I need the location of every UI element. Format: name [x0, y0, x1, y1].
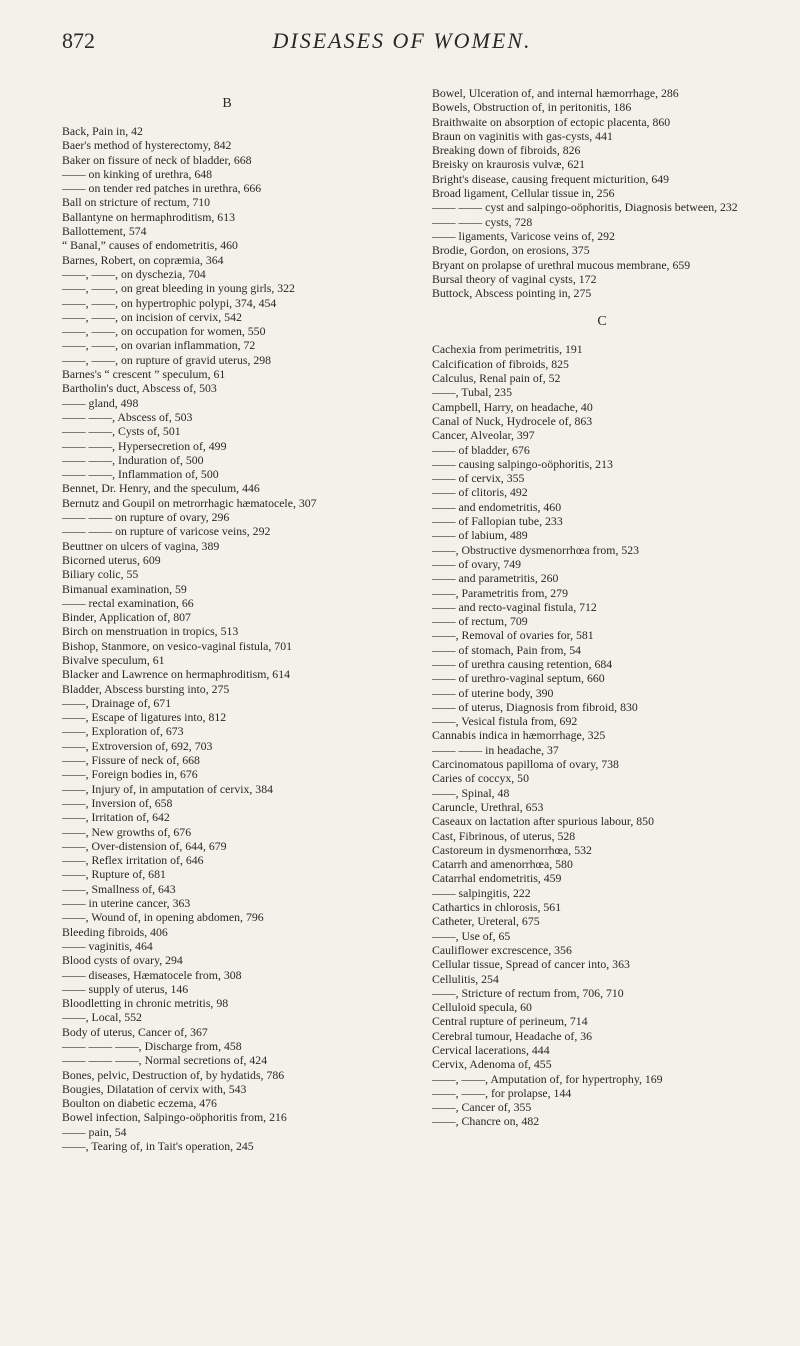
index-entry: Calcification of fibroids, 825: [432, 356, 569, 371]
index-entry: ——, Escape of ligatures into, 812: [62, 710, 227, 725]
index-entry: ——, Wound of, in opening abdomen, 796: [62, 910, 264, 925]
index-entry: ——, Exploration of, 673: [62, 724, 184, 739]
index-entry: Bivalve speculum, 61: [62, 652, 165, 667]
index-entry: —— and recto-vaginal fistula, 712: [432, 599, 597, 614]
index-entry: Bimanual examination, 59: [62, 581, 187, 596]
page-header: [62, 28, 742, 58]
index-entry: —— of Fallopian tube, 233: [432, 514, 563, 529]
index-entry: Biliary colic, 55: [62, 567, 139, 582]
index-entry: Body of uterus, Cancer of, 367: [62, 1024, 208, 1039]
index-entry: Bougies, Dilatation of cervix with, 543: [62, 1081, 247, 1096]
index-entry: —— rectal examination, 66: [62, 595, 194, 610]
index-entry: —— —— ——, Discharge from, 458: [62, 1039, 242, 1053]
index-entry: —— ——, Induration of, 500: [62, 452, 204, 467]
index-entry: Caruncle, Urethral, 653: [432, 799, 544, 814]
index-entry: Cachexia from perimetritis, 191: [432, 342, 583, 357]
index-entry: ——, Local, 552: [62, 1010, 142, 1025]
index-entry: Carcinomatous papilloma of ovary, 738: [432, 757, 619, 772]
index-entry: Ballantyne on hermaphroditism, 613: [62, 209, 235, 224]
index-entry: —— —— on rupture of ovary, 296: [62, 510, 230, 525]
index-entry: Campbell, Harry, on headache, 40: [432, 399, 593, 414]
index-entry: —— on tender red patches in urethra, 666: [62, 181, 262, 196]
index-entry: Buttock, Abscess pointing in, 275: [432, 286, 592, 301]
index-entry: ——, Foreign bodies in, 676: [62, 767, 198, 782]
index-entry: —— gland, 498: [62, 395, 139, 410]
index-entry: ——, ——, on great bleeding in young girls, 322: [62, 281, 295, 296]
index-entry: —— ligaments, Varicose veins of, 292: [432, 228, 615, 243]
index-entry: Braithwaite on absorption of ectopic placenta, 860: [432, 114, 671, 129]
index-entry: Cellular tissue, Spread of cancer into, 363: [432, 957, 630, 972]
index-entry: —— ——, Cysts of, 501: [62, 424, 181, 439]
index-entry: Baker on fissure of neck of bladder, 668: [62, 152, 252, 167]
index-entry: ——, Parametritis from, 279: [432, 585, 568, 600]
index-entry: —— pain, 54: [62, 1124, 127, 1139]
index-entry: —— of uterus, Diagnosis from fibroid, 830: [432, 699, 638, 714]
section-letter-c: C: [597, 314, 607, 330]
index-entry: ——, Inversion of, 658: [62, 795, 173, 810]
index-entry: Bloodletting in chronic metritis, 98: [62, 996, 229, 1011]
index-entry: —— of bladder, 676: [432, 442, 530, 457]
index-entry: Breaking down of fibroids, 826: [432, 143, 581, 158]
index-entry: ——, ——, on dyschezia, 704: [62, 266, 206, 281]
index-entry: Bladder, Abscess bursting into, 275: [62, 681, 230, 696]
index-entry: ——, Use of, 65: [432, 928, 511, 943]
index-entry: “ Banal,” causes of endometritis, 460: [62, 238, 238, 253]
index-entry: —— and endometritis, 460: [432, 499, 562, 514]
index-entry: ——, Smallness of, 643: [62, 881, 176, 896]
index-entry: —— of uterine body, 390: [432, 685, 554, 700]
index-entry: —— and parametritis, 260: [432, 571, 559, 586]
index-entry: —— —— ——, Normal secretions of, 424: [62, 1053, 268, 1068]
index-entry: ——, Reflex irritation of, 646: [62, 853, 204, 868]
index-entry: Baer's method of hysterectomy, 842: [62, 138, 232, 153]
index-entry: ——, ——, on occupation for women, 550: [62, 324, 266, 339]
index-entry: Cannabis indica in hæmorrhage, 325: [432, 728, 606, 743]
index-entry: Catarrh and amenorrhœa, 580: [432, 857, 573, 872]
index-column-right: [432, 86, 772, 1129]
index-entry: Back, Pain in, 42: [62, 124, 143, 138]
index-entry: ——, Cancer of, 355: [432, 1100, 532, 1115]
index-entry: —— —— cyst and salpingo-oöphoritis, Diagnosis between, 232: [432, 200, 738, 215]
index-entry: —— of ovary, 749: [432, 556, 522, 571]
index-entry: Bernutz and Goupil on metrorrhagic hæmatocele, 307: [62, 495, 317, 510]
index-entry: ——, Tearing of, in Tait's operation, 245: [62, 1139, 254, 1154]
index-entry: ——, New growths of, 676: [62, 824, 192, 839]
index-entry: Catarrhal endometritis, 459: [432, 871, 562, 886]
index-entry: Bishop, Stanmore, on vesico-vaginal fistula, 701: [62, 638, 293, 653]
index-entry: ——, Over-distension of, 644, 679: [62, 838, 227, 853]
index-entry: ——, ——, on rupture of gravid uterus, 298: [62, 352, 272, 367]
index-entry: —— of rectum, 709: [432, 614, 528, 629]
running-head: DISEASES OF WOMEN.: [272, 28, 532, 53]
index-entry: ——, Removal of ovaries for, 581: [432, 628, 594, 643]
index-entry: Boulton on diabetic eczema, 476: [62, 1096, 217, 1111]
index-entry: Cellulitis, 254: [432, 971, 499, 986]
index-entry: ——, Spinal, 48: [432, 785, 510, 800]
index-column-left: [62, 86, 392, 1153]
index-entry: —— of urethro-vaginal septum, 660: [432, 671, 605, 686]
index-entry: Bowels, Obstruction of, in peritonitis, 186: [432, 100, 632, 115]
index-entry: —— —— cysts, 728: [432, 214, 533, 229]
index-entry: —— —— in headache, 37: [432, 742, 559, 757]
index-entry: Brodie, Gordon, on erosions, 375: [432, 243, 590, 258]
index-entry: Blacker and Lawrence on hermaphroditism, 614: [62, 667, 290, 682]
index-entry: —— causing salpingo-oöphoritis, 213: [432, 456, 613, 471]
index-entry: Bicorned uterus, 609: [62, 552, 161, 567]
index-entry: Bowel, Ulceration of, and internal hæmorrhage, 286: [432, 86, 679, 100]
page-number: 872: [62, 28, 95, 53]
index-entry: Bennet, Dr. Henry, and the speculum, 446: [62, 481, 260, 496]
section-letter-b: B: [222, 96, 232, 111]
index-entry: ——, Fissure of neck of, 668: [62, 753, 200, 768]
index-entry: Central rupture of perineum, 714: [432, 1014, 588, 1029]
index-entry: —— supply of uterus, 146: [62, 981, 189, 996]
index-entry: ——, Vesical fistula from, 692: [432, 714, 578, 729]
index-entry: ——, ——, on ovarian inflammation, 72: [62, 338, 256, 353]
right-entries-b: [432, 86, 772, 300]
index-entry: Caries of coccyx, 50: [432, 771, 529, 786]
index-entry: —— of labium, 489: [432, 528, 528, 543]
index-entry: Barnes, Robert, on copræmia, 364: [62, 252, 224, 267]
left-entries: [62, 124, 392, 1153]
index-entry: Broad ligament, Cellular tissue in, 256: [432, 186, 615, 201]
index-entry: Ballottement, 574: [62, 224, 147, 239]
index-entry: Cast, Fibrinous, of uterus, 528: [432, 828, 576, 843]
index-entry: ——, Stricture of rectum from, 706, 710: [432, 985, 624, 1000]
index-entry: ——, Drainage of, 671: [62, 695, 172, 710]
index-entry: —— in uterine cancer, 363: [62, 896, 191, 911]
index-entry: Caseaux on lactation after spurious labour, 850: [432, 814, 654, 829]
index-entry: —— ——, Inflammation of, 500: [62, 467, 219, 482]
index-entry: Bartholin's duct, Abscess of, 503: [62, 381, 217, 396]
index-entry: —— ——, Hypersecretion of, 499: [62, 438, 227, 453]
index-entry: Bursal theory of vaginal cysts, 172: [432, 271, 597, 286]
index-entry: ——, Irritation of, 642: [62, 810, 170, 825]
index-entry: Canal of Nuck, Hydrocele of, 863: [432, 413, 593, 428]
index-entry: ——, Rupture of, 681: [62, 867, 166, 882]
index-entry: ——, Chancre on, 482: [432, 1114, 540, 1129]
index-entry: —— of stomach, Pain from, 54: [432, 642, 582, 657]
index-entry: Calculus, Renal pain of, 52: [432, 371, 561, 386]
index-entry: Blood cysts of ovary, 294: [62, 953, 183, 968]
index-entry: Bowel infection, Salpingo-oöphoritis from, 216: [62, 1110, 287, 1125]
index-entry: Bleeding fibroids, 406: [62, 924, 168, 939]
index-entry: Cauliflower excrescence, 356: [432, 942, 572, 957]
index-entry: Birch on menstruation in tropics, 513: [62, 624, 239, 639]
index-entry: ——, Tubal, 235: [432, 385, 512, 400]
index-entry: Beuttner on ulcers of vagina, 389: [62, 538, 220, 553]
right-entries-c: [432, 342, 772, 1128]
index-entry: ——, ——, on hypertrophic polypi, 374, 454: [62, 295, 277, 310]
index-entry: Binder, Application of, 807: [62, 610, 191, 625]
index-entry: Catheter, Ureteral, 675: [432, 914, 540, 929]
index-entry: Barnes's “ crescent ” speculum, 61: [62, 367, 226, 382]
index-entry: Cervix, Adenoma of, 455: [432, 1057, 552, 1072]
index-entry: Bryant on prolapse of urethral mucous membrane, 659: [432, 257, 691, 272]
index-entry: —— on kinking of urethra, 648: [62, 166, 213, 181]
index-entry: —— —— on rupture of varicose veins, 292: [62, 524, 271, 539]
index-entry: Braun on vaginitis with gas-cysts, 441: [432, 128, 613, 143]
index-entry: Celluloid specula, 60: [432, 1000, 532, 1015]
index-entry: Breisky on kraurosis vulvæ, 621: [432, 157, 586, 172]
index-entry: —— of urethra causing retention, 684: [432, 656, 613, 671]
index-entry: ——, Extroversion of, 692, 703: [62, 738, 213, 753]
index-entry: —— of cervix, 355: [432, 471, 525, 486]
index-entry: —— salpingitis, 222: [432, 885, 531, 900]
index-entry: Bones, pelvic, Destruction of, by hydatids, 786: [62, 1067, 285, 1082]
index-entry: —— diseases, Hæmatocele from, 308: [62, 967, 242, 982]
index-entry: —— vaginitis, 464: [62, 938, 153, 953]
index-entry: Bright's disease, causing frequent micturition, 649: [432, 171, 670, 186]
index-entry: Cerebral tumour, Headache of, 36: [432, 1028, 593, 1043]
index-entry: ——, Injury of, in amputation of cervix, 384: [62, 781, 273, 796]
index-entry: ——, ——, on incision of cervix, 542: [62, 309, 242, 324]
index-entry: Castoreum in dysmenorrhœa, 532: [432, 842, 592, 857]
index-entry: ——, Obstructive dysmenorrhœa from, 523: [432, 542, 640, 557]
index-entry: Ball on stricture of rectum, 710: [62, 195, 211, 210]
index-entry: Cancer, Alveolar, 397: [432, 428, 535, 443]
index-entry: ——, ——, Amputation of, for hypertrophy, 169: [432, 1071, 663, 1086]
index-entry: —— ——, Abscess of, 503: [62, 409, 193, 424]
index-entry: Cathartics in chlorosis, 561: [432, 900, 562, 915]
index-entry: Cervical lacerations, 444: [432, 1043, 550, 1057]
index-entry: ——, ——, for prolapse, 144: [432, 1085, 572, 1100]
index-entry: —— of clitoris, 492: [432, 485, 528, 500]
